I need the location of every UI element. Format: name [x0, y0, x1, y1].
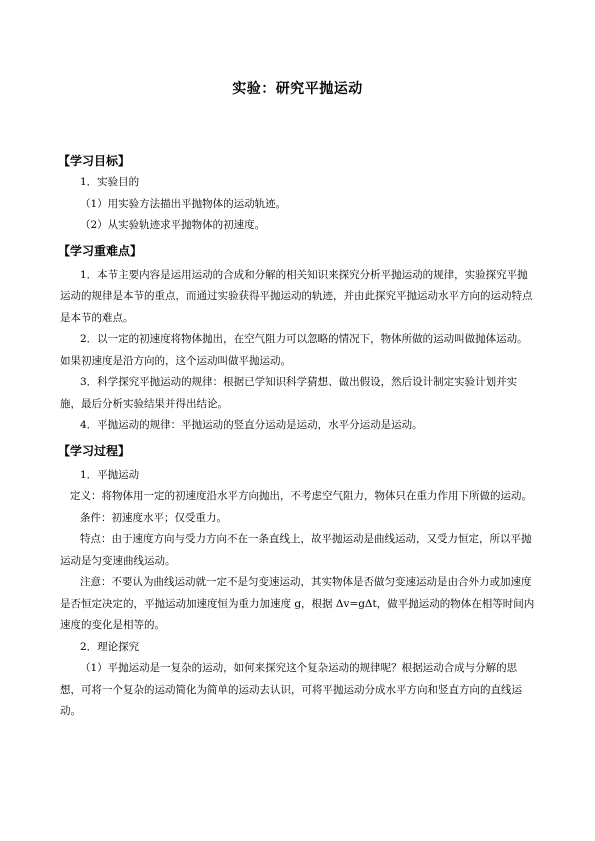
process-paragraph: 定义：将物体用一定的初速度沿水平方向抛出，不考虑空气阻力，物体只在重力作用下所做的运动。: [70, 490, 532, 502]
keypoint-paragraph: 4．平抛运动的规律：平抛运动的竖直分运动是运动，水平分运动是运动。: [80, 419, 423, 431]
section-heading-process: 【学习过程】: [58, 443, 131, 458]
goal-item: 1．实验目的: [80, 176, 140, 188]
goal-item: （1）用实验方法描出平抛物体的运动轨迹。: [80, 197, 287, 210]
keypoint-paragraph: 1．本节主要内容是运用运动的合成和分解的相关知识来探究分析平抛运动的规律，实验探究平抛运动的规律是本节的重点，而通过实验获得平抛运动的轨迹，并由此探究平抛运动水平方向的运动特点是本节的难点。: [60, 268, 533, 324]
process-paragraph: （1）平抛运动是一复杂的运动，如何来探究这个复杂运动的规律呢？根据运动合成与分解的思想，可将一个复杂的运动简化为简单的运动去认识，可将平抛运动分成水平方向和竖直方向的直线运动。: [60, 662, 522, 717]
process-paragraph: 1．平抛运动: [80, 468, 140, 481]
keypoint-paragraph: 2．以一定的初速度将物体抛出，在空气阻力可以忽略的情况下，物体所做的运动叫做抛体运动。如果初速度是沿方向的，这个运动叫做平抛运动。: [60, 333, 528, 367]
goal-item: （2）从实验轨迹求平抛物体的初速度。: [80, 219, 266, 231]
process-paragraph: 2．理论探究: [80, 640, 140, 653]
section-heading-goals: 【学习目标】: [58, 154, 131, 168]
keypoint-paragraph: 3．科学探究平抛运动的规律：根据已学知识科学猜想、做出假设，然后设计制定实验计划并实施，最后分析实验结果并得出结论。: [60, 376, 518, 410]
process-paragraph: 注意：不要认为曲线运动就一定不是匀变速运动，其实物体是否做匀变速运动是由合外力或加速度是否恒定决定的，平抛运动加速度恒为重力加速度 g，根据 Δv=gΔt，做平抛运动的物体在相等时间内速度的变化是相等的。: [60, 576, 535, 631]
page-title: 实验：研究平抛运动: [232, 81, 363, 97]
process-paragraph: 特点：由于速度方向与受力方向不在一条直线上，故平抛运动是曲线运动，又受力恒定，所以平抛运动是匀变速曲线运动。: [60, 533, 532, 567]
process-paragraph: 条件：初速度水平；仅受重力。: [80, 511, 227, 524]
section-heading-keypoints: 【学习重难点】: [58, 243, 143, 258]
document-body: [60, 150, 538, 723]
